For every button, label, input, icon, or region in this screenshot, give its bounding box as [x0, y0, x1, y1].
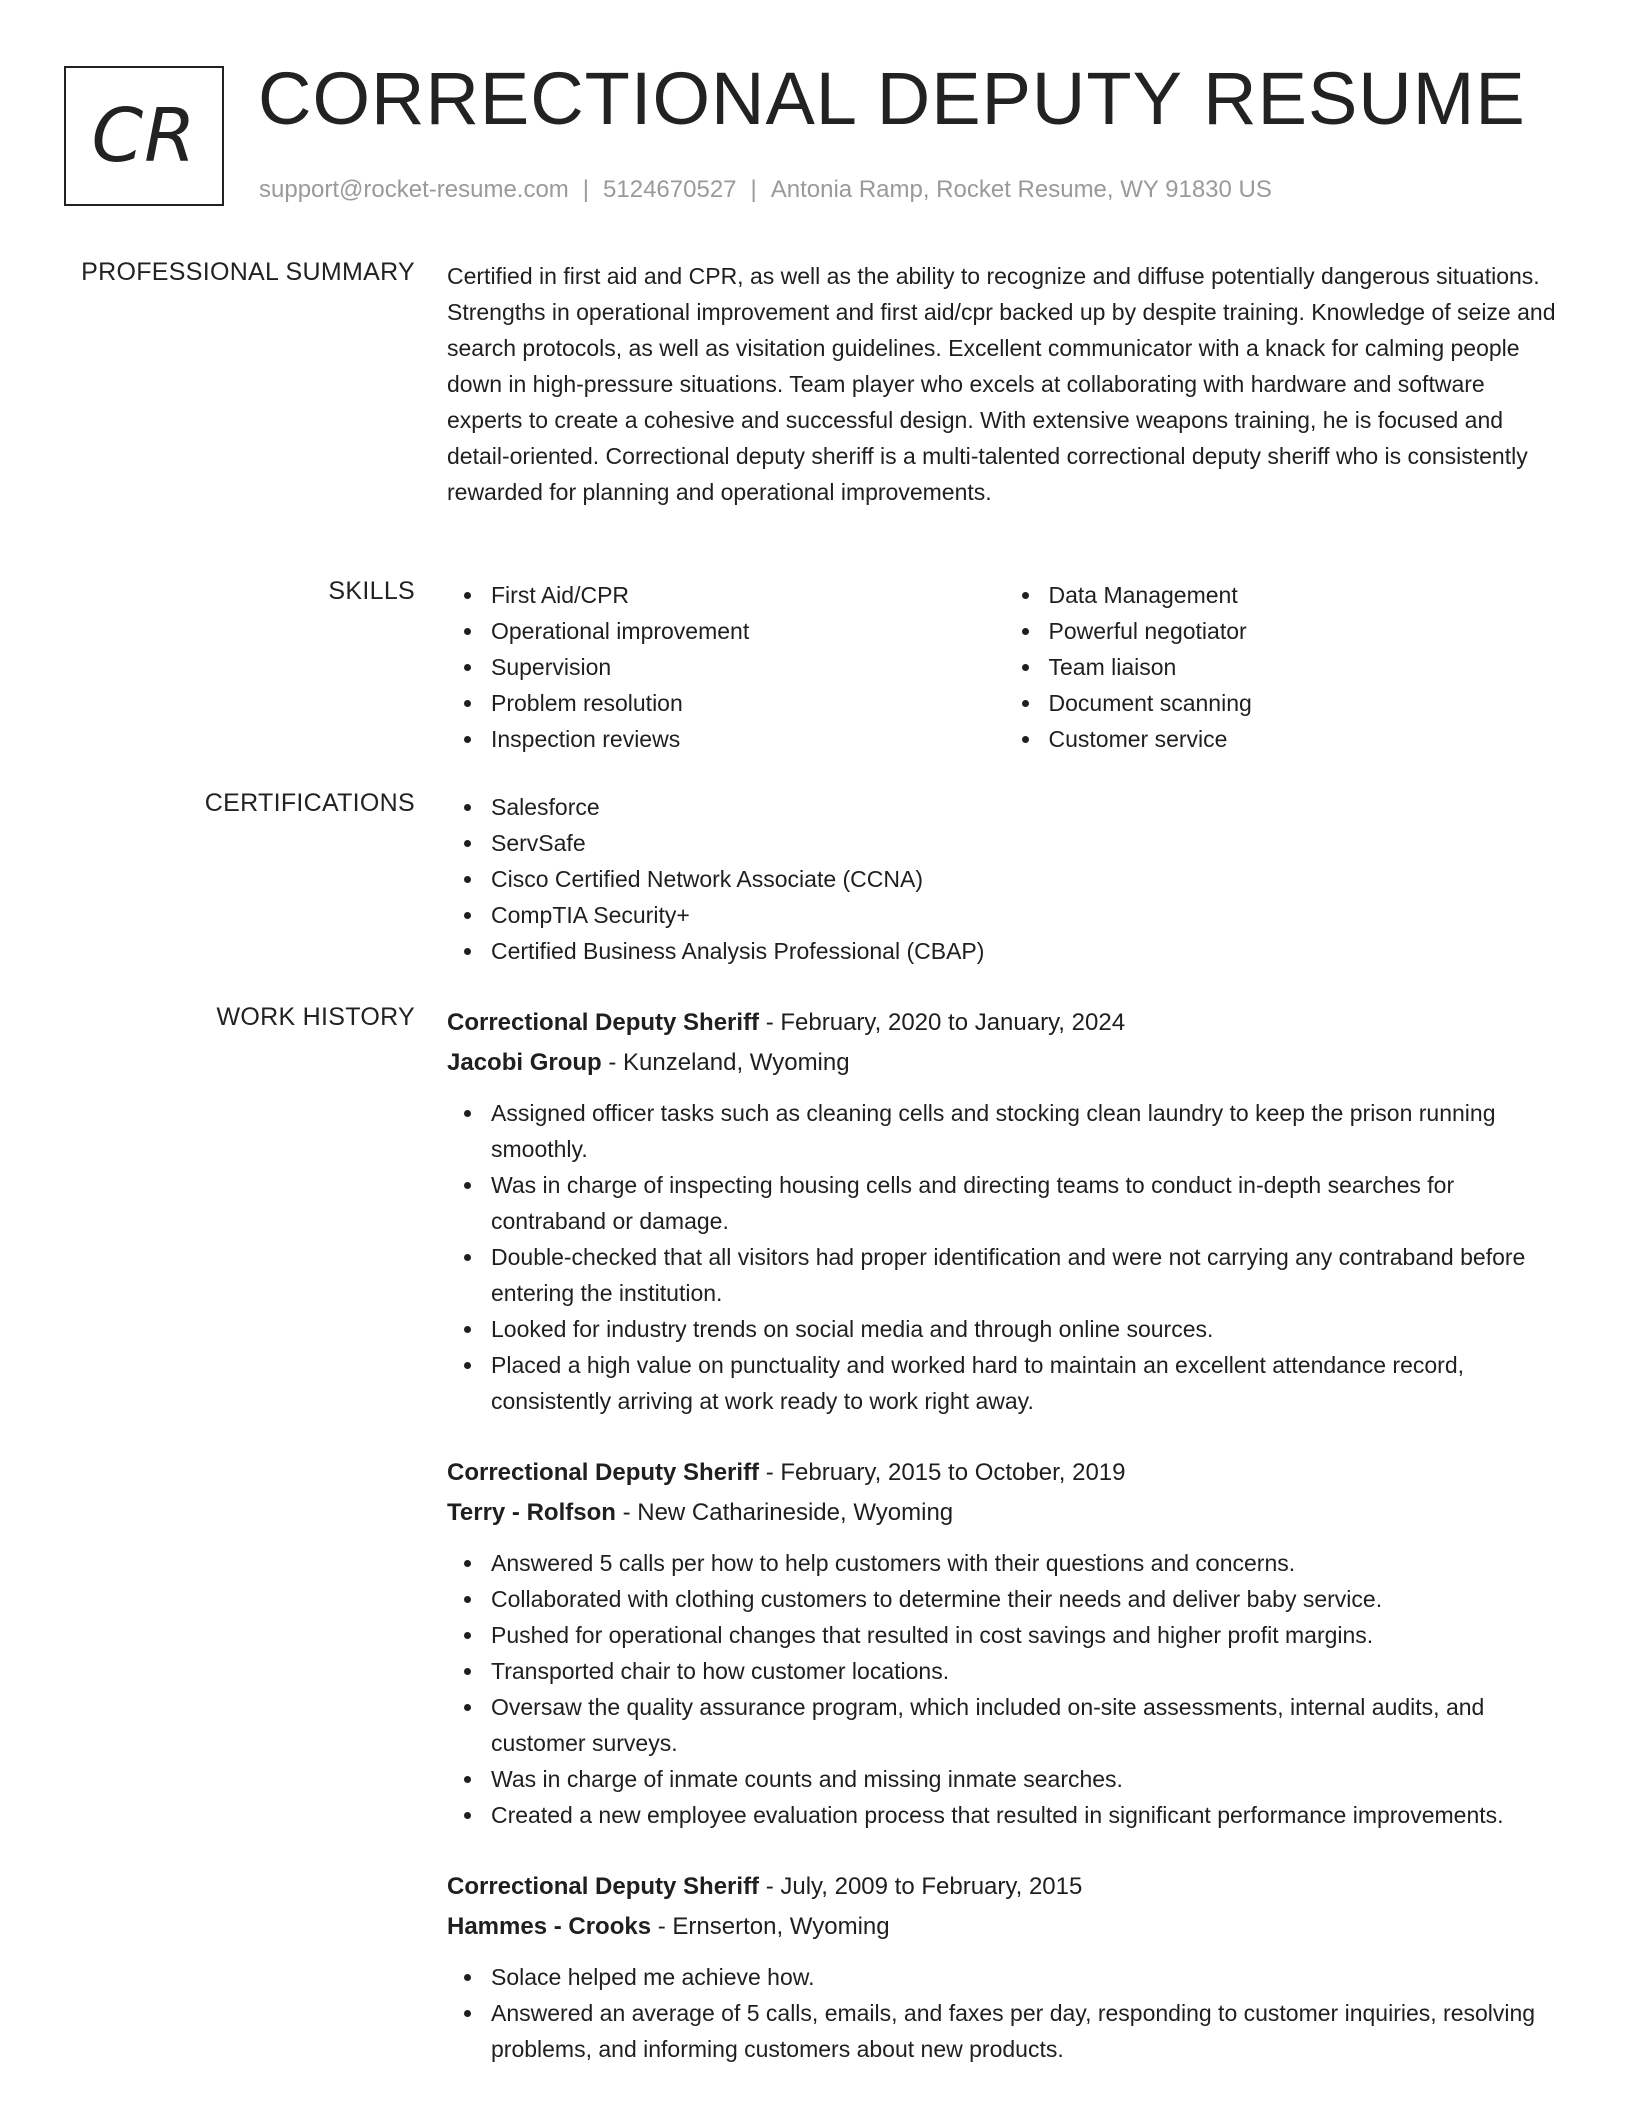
- job-duty: Created a new employee evaluation process that resulted in significant performance improvements.: [491, 1797, 1562, 1833]
- job-duties-list: [447, 1959, 1562, 2067]
- job-duty: Oversaw the quality assurance program, which included on-site assessments, internal audits, and customer surveys.: [491, 1689, 1562, 1761]
- job-duty: Collaborated with clothing customers to determine their needs and deliver baby service.: [491, 1581, 1562, 1617]
- job-duties-list: [447, 1095, 1562, 1419]
- job-duty: Looked for industry trends on social media and through online sources.: [491, 1311, 1562, 1347]
- skill-item: Inspection reviews: [491, 721, 1005, 757]
- job-duty: Answered an average of 5 calls, emails, and faxes per day, responding to customer inquiries, resolving problems, and informing customers about new products.: [491, 1995, 1562, 2067]
- job-dates: - February, 2015 to October, 2019: [759, 1459, 1126, 1486]
- contact-line: [259, 176, 1272, 204]
- certifications-heading: CERTIFICATIONS: [204, 789, 415, 817]
- job-duty: Double-checked that all visitors had proper identification and were not carrying any contraband before entering the institution.: [491, 1239, 1562, 1311]
- certification-item: Certified Business Analysis Professional (CBAP): [491, 933, 1562, 969]
- job-title: Correctional Deputy Sheriff: [447, 1009, 760, 1036]
- job-duty: Assigned officer tasks such as cleaning cells and stocking clean laundry to keep the prison running smoothly.: [491, 1095, 1562, 1167]
- resume-title: CORRECTIONAL DEPUTY RESUME: [258, 57, 1526, 140]
- job-location: - Ernserton, Wyoming: [651, 1913, 890, 1940]
- job-title-line: [447, 1867, 1562, 1907]
- job-company-line: [447, 1493, 1562, 1533]
- job-location: - New Catharineside, Wyoming: [615, 1499, 954, 1526]
- job-duty: Transported chair to how customer locations.: [491, 1653, 1562, 1689]
- job-dates: - July, 2009 to February, 2015: [759, 1873, 1083, 1900]
- job-entry: [447, 1453, 1562, 1833]
- work-history-body: [447, 1003, 1562, 2101]
- skill-item: Supervision: [491, 649, 1005, 685]
- job-company-line: [447, 1907, 1562, 1947]
- skill-item: Operational improvement: [491, 613, 1005, 649]
- contact-address: Antonia Ramp, Rocket Resume, WY 91830 US: [770, 176, 1272, 203]
- contact-phone: 5124670527: [603, 176, 737, 203]
- job-location: - Kunzeland, Wyoming: [601, 1049, 850, 1076]
- work-history-heading: WORK HISTORY: [216, 1003, 415, 1031]
- contact-email: support@rocket-resume.com: [259, 176, 569, 203]
- skill-item: Document scanning: [1049, 685, 1563, 721]
- job-duty: Placed a high value on punctuality and worked hard to maintain an excellent attendance record, consistently arriving at work ready to work right away.: [491, 1347, 1562, 1419]
- job-title-line: [447, 1003, 1562, 1043]
- job-dates: - February, 2020 to January, 2024: [759, 1009, 1126, 1036]
- contact-separator: |: [582, 176, 590, 203]
- certification-item: ServSafe: [491, 825, 1562, 861]
- certification-item: Cisco Certified Network Associate (CCNA): [491, 861, 1562, 897]
- skill-item: Customer service: [1049, 721, 1563, 757]
- skills-list-left: [447, 577, 1005, 757]
- skill-item: Team liaison: [1049, 649, 1563, 685]
- job-title: Correctional Deputy Sheriff: [447, 1459, 760, 1486]
- job-duty: Was in charge of inmate counts and missing inmate searches.: [491, 1761, 1562, 1797]
- skills-body: [447, 577, 1562, 757]
- job-entry: [447, 1867, 1562, 2067]
- job-duty: Answered 5 calls per how to help customers with their questions and concerns.: [491, 1545, 1562, 1581]
- monogram-initials: CR: [91, 93, 197, 179]
- summary-heading: PROFESSIONAL SUMMARY: [81, 258, 415, 286]
- job-duties-list: [447, 1545, 1562, 1833]
- skill-item: Data Management: [1049, 577, 1563, 613]
- skill-item: Problem resolution: [491, 685, 1005, 721]
- job-title-line: [447, 1453, 1562, 1493]
- job-company: Terry - Rolfson: [447, 1499, 616, 1526]
- job-duty: Solace helped me achieve how.: [491, 1959, 1562, 1995]
- certification-item: CompTIA Security+: [491, 897, 1562, 933]
- skills-list-right: [1005, 577, 1563, 757]
- skill-item: First Aid/CPR: [491, 577, 1005, 613]
- job-company: Hammes - Crooks: [447, 1913, 652, 1940]
- job-company-line: [447, 1043, 1562, 1083]
- job-entry: [447, 1003, 1562, 1419]
- monogram-box: [64, 66, 224, 206]
- job-company: Jacobi Group: [447, 1049, 602, 1076]
- job-duty: Was in charge of inspecting housing cells and directing teams to conduct in-depth searches for contraband or damage.: [491, 1167, 1562, 1239]
- certification-item: Salesforce: [491, 789, 1562, 825]
- skills-grid: [447, 577, 1562, 757]
- skills-heading: SKILLS: [328, 577, 415, 605]
- job-duty: Pushed for operational changes that resulted in cost savings and higher profit margins.: [491, 1617, 1562, 1653]
- certifications-list: [447, 789, 1562, 969]
- summary-text: Certified in first aid and CPR, as well as the ability to recognize and diffuse potentially dangerous situations. Strengths in operational improvement and first aid/cpr backed up by despite training. Knowledge of seize and search protocols, as well as visitation guidelines. Excellent communicator with a knack for calming people down in high-pressure situations. Team player who excels at collaborating with hardware and software experts to create a cohesive and successful design. With extensive weapons training, he is focused and detail-oriented. Correctional deputy sheriff is a multi-talented correctional deputy sheriff who is consistently rewarded for planning and operational improvements.: [447, 263, 1556, 505]
- skill-item: Powerful negotiator: [1049, 613, 1563, 649]
- contact-separator: |: [750, 176, 757, 203]
- job-title: Correctional Deputy Sheriff: [447, 1873, 760, 1900]
- certifications-body: [447, 789, 1562, 969]
